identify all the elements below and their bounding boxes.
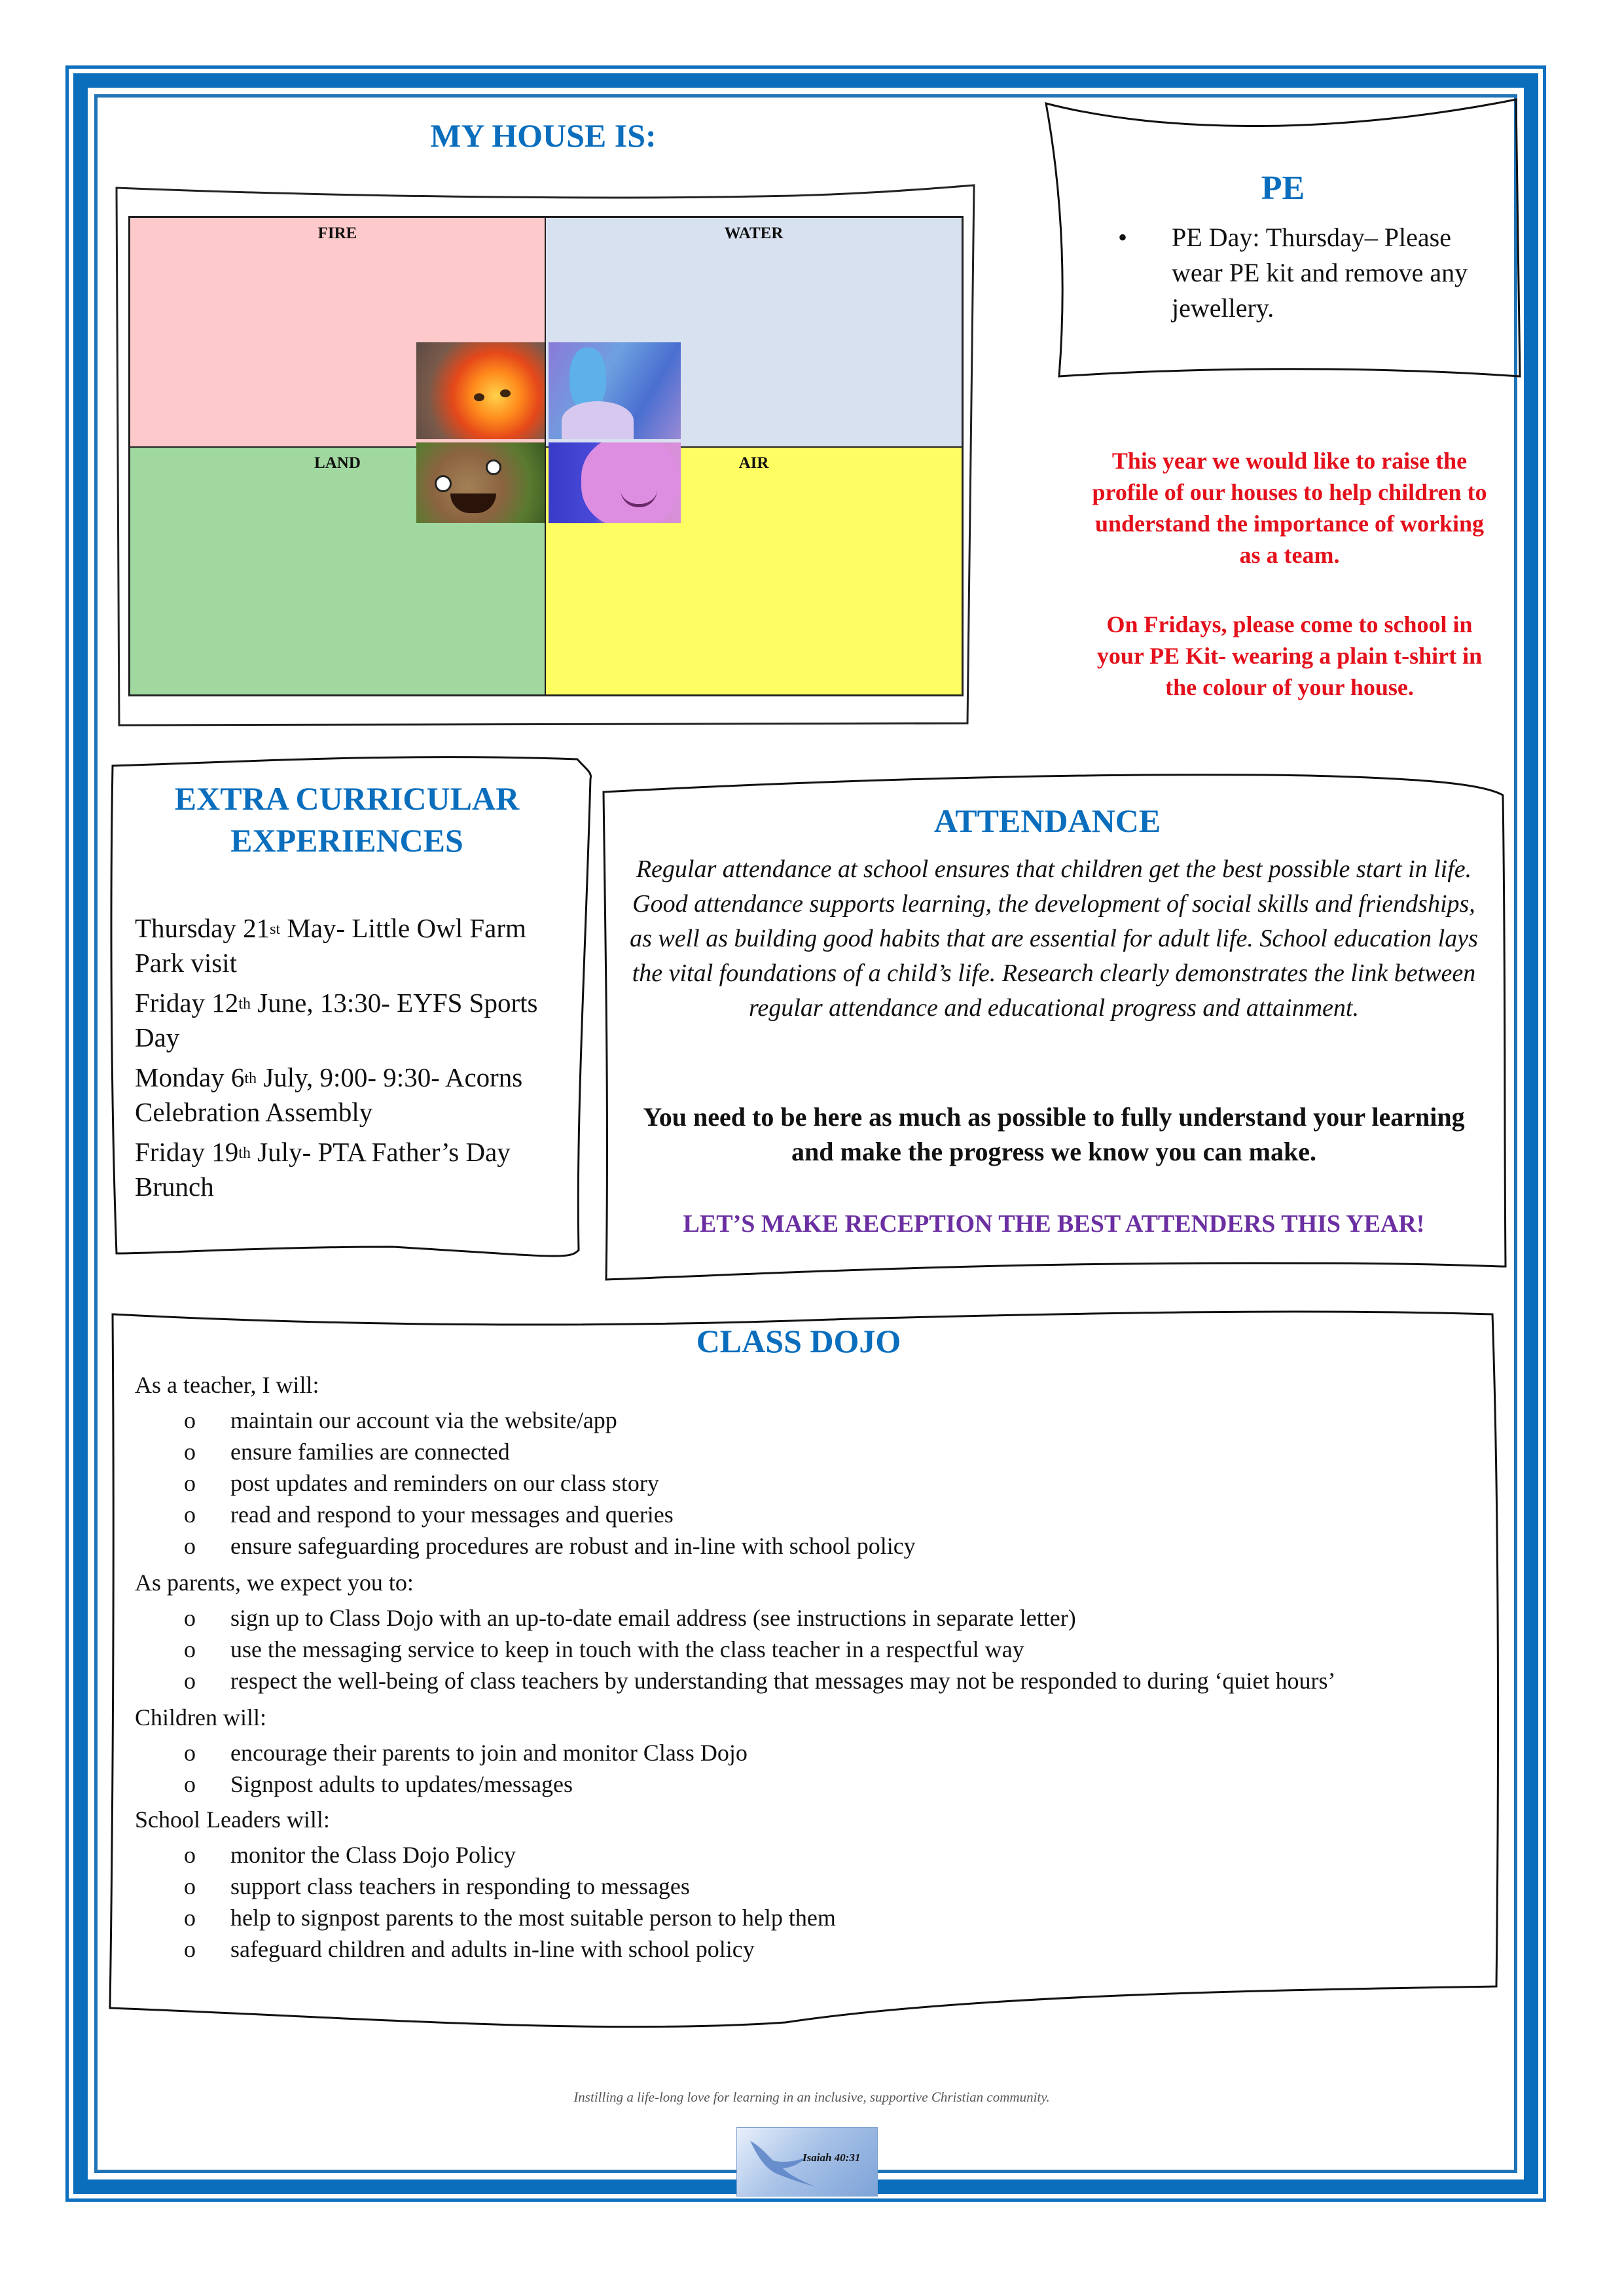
dojo-list-item: o use the messaging service to keep in touch with the class teacher in a respectful way	[135, 1634, 1483, 1665]
air-character-image	[549, 442, 681, 523]
dojo-list-item: o ensure families are connected	[135, 1436, 1483, 1467]
house-notice-paragraph-2: On Fridays, please come to school in your PE Kit- wearing a plain t-shirt in the colour of your house.	[1096, 611, 1483, 700]
circle-bullet-icon: o	[184, 1668, 196, 1694]
circle-bullet-icon: o	[184, 1636, 196, 1662]
fire-character-image	[416, 342, 545, 439]
footer-tagline: Instilling a life-long love for learning in an inclusive, supportive Christian community.	[573, 2089, 1050, 2105]
bullet-icon: •	[1118, 223, 1128, 252]
circle-bullet-icon: o	[184, 1407, 196, 1433]
house-grid	[128, 216, 964, 696]
dojo-list-item: o maintain our account via the website/app	[135, 1405, 1483, 1436]
class-dojo-title: CLASS DOJO	[696, 1323, 901, 1359]
land-character-image	[416, 442, 545, 523]
dojo-list-item: o monitor the Class Dojo Policy	[135, 1839, 1483, 1871]
event-item: Friday 12th June, 13:30- EYFS Sports Day	[135, 988, 538, 1052]
dojo-list-item: o help to signpost parents to the most suitable person to help them	[135, 1902, 1483, 1933]
circle-bullet-icon: o	[184, 1501, 196, 1528]
dojo-section-heading-leaders: School Leaders will:	[135, 1806, 330, 1833]
dojo-list-item: o safeguard children and adults in-line with school policy	[135, 1933, 1483, 1965]
dojo-section-heading-parents: As parents, we expect you to:	[135, 1570, 414, 1596]
dojo-list-item: o ensure safeguarding procedures are robust and in-line with school policy	[135, 1530, 1483, 1562]
dojo-list-item: o encourage their parents to join and monitor Class Dojo	[135, 1737, 1483, 1768]
circle-bullet-icon: o	[184, 1873, 196, 1899]
dojo-list-item: o read and respond to your messages and queries	[135, 1499, 1483, 1530]
class-dojo-content	[135, 1369, 1483, 1965]
extra-curricular-title: EXTRA CURRICULAR EXPERIENCES	[174, 780, 520, 859]
circle-bullet-icon: o	[184, 1771, 196, 1797]
house-label-water: WATER	[724, 224, 784, 242]
circle-bullet-icon: o	[184, 1533, 196, 1559]
dojo-section-heading-children: Children will:	[135, 1704, 266, 1731]
water-character-image	[549, 342, 681, 439]
dojo-section-heading-teacher: As a teacher, I will:	[135, 1372, 319, 1398]
circle-bullet-icon: o	[184, 1905, 196, 1931]
attendance-body: Regular attendance at school ensures that children get the best possible start in life. Good attendance supports learning, the development of social skills and friendships, as well as building good habits that are essential for adult life. School education lays the vital foundations of a child’s life. Research clearly demonstrates the link between regular attendance and educational progress and attainment.	[630, 855, 1478, 1022]
pe-list-item: • PE Day: Thursday– Please wear PE kit and remove any jewellery.	[1109, 220, 1489, 326]
eagle-logo	[736, 2127, 878, 2197]
events-list	[135, 911, 554, 1210]
attendance-emphasis: You need to be here as much as possible to fully understand your learning and make the progress we know you can make.	[643, 1102, 1465, 1166]
circle-bullet-icon: o	[184, 1842, 196, 1868]
event-item: Friday 19th July- PTA Father’s Day Brunch	[135, 1137, 511, 1202]
circle-bullet-icon: o	[184, 1470, 196, 1496]
event-item: Monday 6th July, 9:00- 9:30- Acorns Celebration Assembly	[135, 1062, 523, 1127]
logo-caption: Isaiah 40:31	[803, 2151, 861, 2164]
circle-bullet-icon: o	[184, 1936, 196, 1962]
circle-bullet-icon: o	[184, 1740, 196, 1766]
house-label-land: LAND	[314, 454, 361, 472]
house-label-air: AIR	[738, 454, 769, 472]
pe-title: PE	[1261, 170, 1305, 207]
dojo-list-item: o post updates and reminders on our class story	[135, 1467, 1483, 1499]
circle-bullet-icon: o	[184, 1605, 196, 1631]
attendance-title: ATTENDANCE	[933, 802, 1161, 839]
dojo-list-item: o sign up to Class Dojo with an up-to-date email address (see instructions in separate letter)	[135, 1602, 1483, 1634]
house-title: MY HOUSE IS:	[430, 117, 657, 154]
dojo-list-item: o respect the well-being of class teachers by understanding that messages may not be responded to during ‘quiet hours’	[135, 1665, 1461, 1696]
circle-bullet-icon: o	[184, 1439, 196, 1465]
attendance-slogan: LET’S MAKE RECEPTION THE BEST ATTENDERS THIS YEAR!	[683, 1210, 1425, 1238]
dojo-list-item: o support class teachers in responding to messages	[135, 1871, 1483, 1902]
pe-list	[1109, 220, 1489, 326]
dojo-list-item: o Signpost adults to updates/messages	[135, 1768, 1483, 1800]
event-item: Thursday 21st May- Little Owl Farm Park visit	[135, 913, 526, 978]
house-label-fire: FIRE	[317, 224, 357, 242]
house-notice-paragraph-1: This year we would like to raise the profile of our houses to help children to understand the importance of working as a team.	[1092, 448, 1487, 568]
